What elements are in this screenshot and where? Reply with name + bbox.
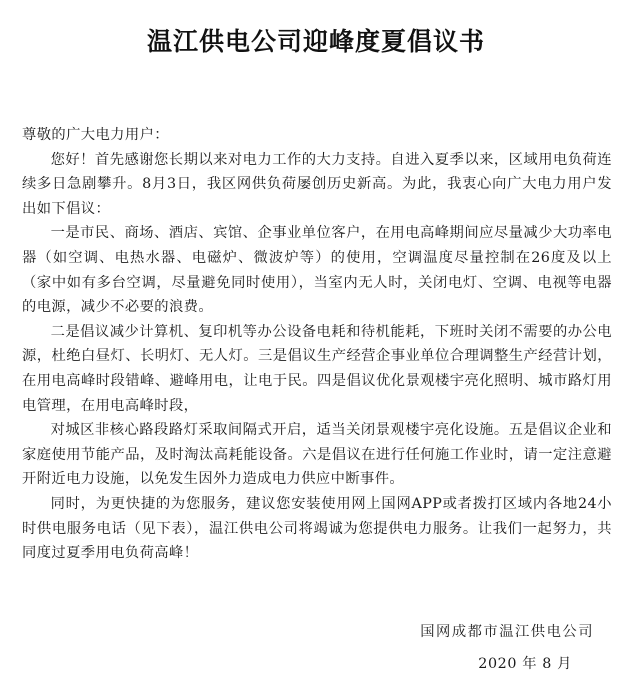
document-body (22, 123, 612, 566)
paragraph-proposal-1: 一是市民、商场、酒店、宾馆、企事业单位客户，在用电高峰期间应尽量减少大功率电器（如空调、电热水器、电磁炉、微波炉等）的使用，空调温度尽量控制在26度及以上（家中如有多台空调，尽量避免同时使用），当室内无人时，关闭电灯、空调、电视等电器的电源，减少不必要的浪费。 (22, 225, 612, 316)
paragraph-proposal-4-6: 对城区非核心路段路灯采取间隔式开启，适当关闭景观楼宇亮化设施。五是倡议企业和家庭使用节能产品，及时淘汰高耗能设备。六是倡议在进行任何施工作业时，请一定注意避开附近电力设施，以免发生因外力造成电力供应中断事件。 (22, 422, 612, 488)
paragraph-proposal-2-4: 二是倡议减少计算机、复印机等办公设备电耗和待机能耗，下班时关闭不需要的办公电源，杜绝白昼灯、长明灯、无人灯。三是倡议生产经营企事业单位合理调整生产经营计划，在用电高峰时段错峰、避峰用电，让电于民。四是倡议优化景观楼宇亮化照明、城市路灯用电管理，在用电高峰时段， (22, 323, 612, 414)
signature-date: 2020 年 8 月 (478, 656, 572, 672)
document-title: 温江供电公司迎峰度夏倡议书 (146, 27, 485, 56)
paragraph-closing: 同时，为更快捷的为您服务，建议您安装使用网上国网APP或者拨打区域内各地24小时供电服务电话（见下表），温江供电公司将竭诚为您提供电力服务。让我们一起努力，共同度过夏季用电负荷高峰！ (22, 495, 612, 562)
signature-organization: 国网成都市温江供电公司 (420, 624, 594, 640)
salutation: 尊敬的广大电力用户： (22, 127, 169, 143)
paragraph-greeting: 您好！首先感谢您长期以来对电力工作的大力支持。自进入夏季以来，区域用电负荷连续多日急剧攀升。8月3日，我区网供负荷屡创历史新高。为此，我衷心向广大电力用户发出如下倡议： (22, 151, 612, 217)
